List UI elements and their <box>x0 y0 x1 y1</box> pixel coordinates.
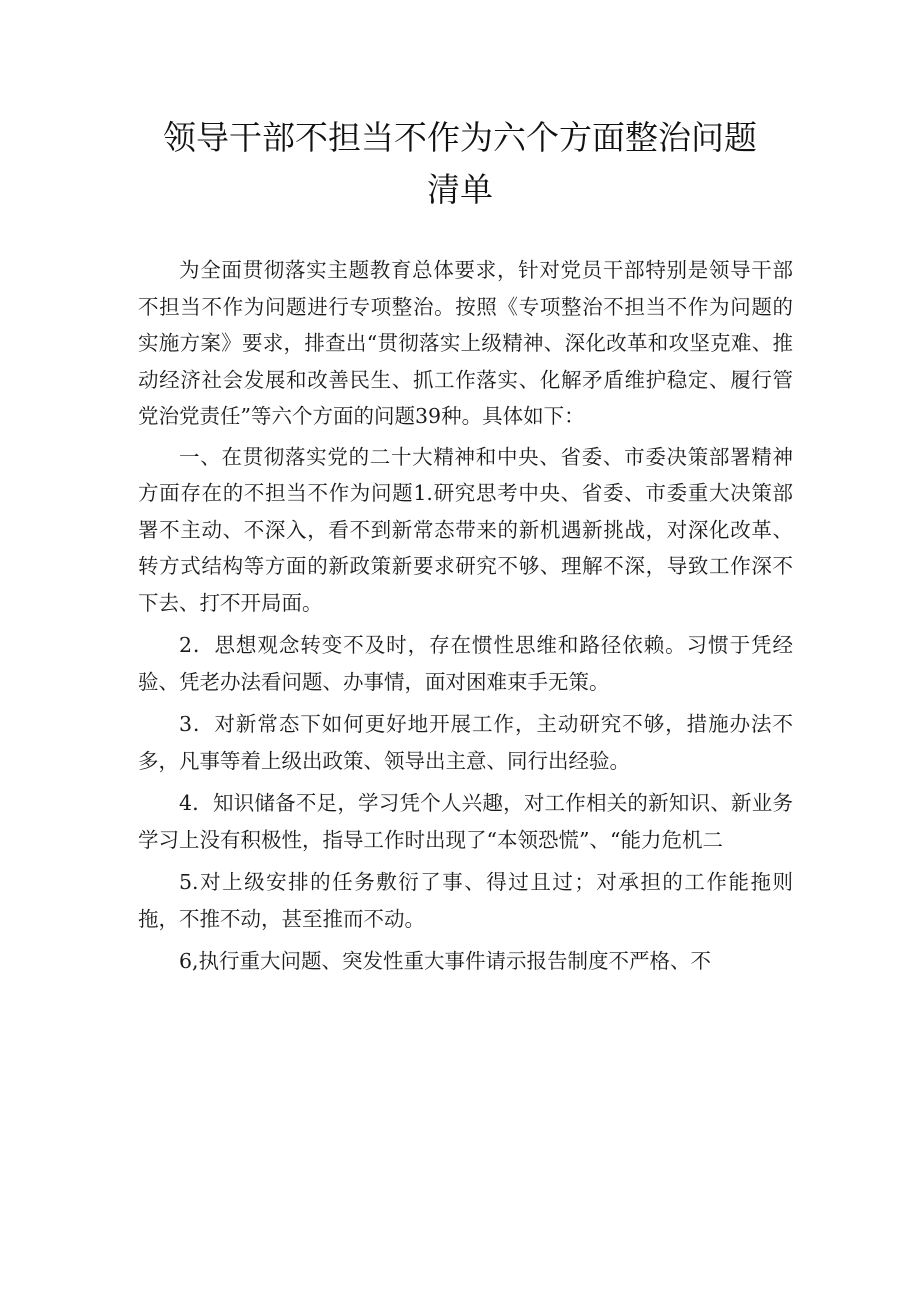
title-line-2: 清单 <box>427 170 493 209</box>
document-body <box>138 252 793 980</box>
document-title <box>120 112 800 216</box>
item-2-paragraph: 2．思想观念转变不及时，存在惯性思维和路径依赖。习惯于凭经验、凭老办法看问题、办事情，面对困难束手无策。 <box>138 633 793 694</box>
item-6-paragraph: 6,执行重大问题、突发性重大事件请示报告制度不严格、不 <box>179 949 712 973</box>
title-line-1: 领导干部不担当不作为六个方面整治问题 <box>163 118 757 157</box>
item-4-paragraph: 4．知识储备不足，学习凭个人兴趣，对工作相关的新知识、新业务学习上没有积极性，指导工作时出现了“本领恐慌”、“能力危机二 <box>138 791 793 852</box>
intro-paragraph: 为全面贯彻落实主题教育总体要求，针对党员干部特别是领导干部不担当不作为问题进行专项整治。按照《专项整治不担当不作为问题的实施方案》要求，排查出“贯彻落实上级精神、深化改革和攻坚克难、推动经济社会发展和改善民生、抓工作落实、化解矛盾维护稳定、履行管党治党责任”等六个方面的问题39种。具体如下： <box>138 258 793 428</box>
item-3-paragraph: 3．对新常态下如何更好地开展工作，主动研究不够，措施办法不多，凡事等着上级出政策、领导出主意、同行出经验。 <box>138 712 793 773</box>
section-1-paragraph: 一、在贯彻落实党的二十大精神和中央、省委、市委决策部署精神方面存在的不担当不作为问题1.研究思考中央、省委、市委重大决策部署不主动、不深入，看不到新常态带来的新机遇新挑战，对深化改革、转方式结构等方面的新政策新要求研究不够、理解不深，导致工作深不下去、打不开局面。 <box>138 444 793 615</box>
item-5-paragraph: 5.对上级安排的任务敷衍了事、得过且过；对承担的工作能拖则拖，不推不动，甚至推而不动。 <box>138 870 793 931</box>
